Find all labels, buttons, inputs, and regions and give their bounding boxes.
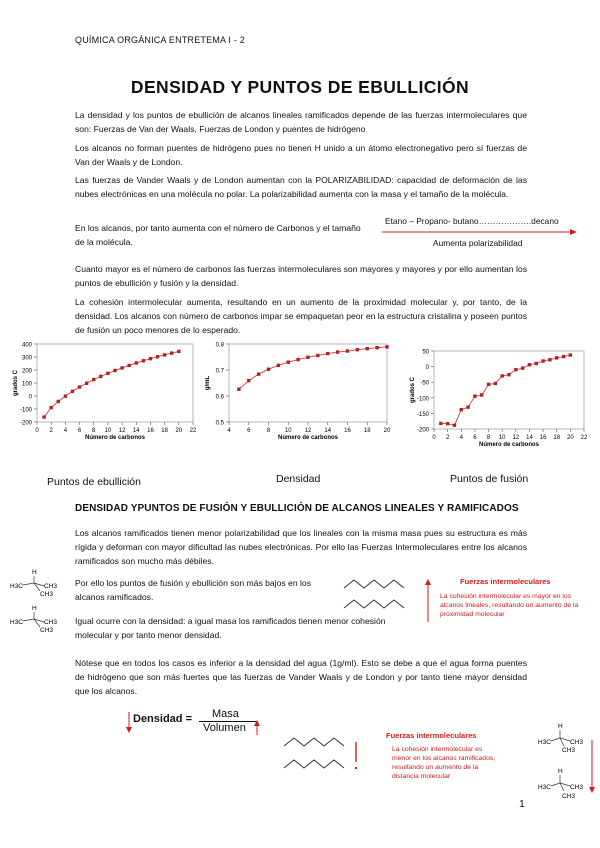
series-line	[441, 355, 571, 425]
data-point	[127, 364, 130, 367]
data-point	[287, 361, 290, 364]
data-point	[346, 349, 349, 352]
data-point	[277, 364, 280, 367]
x-tick-label: 6	[247, 428, 251, 434]
x-tick-label: 16	[539, 435, 547, 441]
x-tick-label: 20	[567, 435, 574, 441]
linear-alkane-zigzags-2	[280, 732, 360, 774]
x-tick-label: 20	[383, 428, 391, 434]
page-header: QUÍMICA ORGÁNICA ENTRETEMA I - 2	[75, 35, 245, 45]
mol2-h-bottom: H	[558, 768, 563, 775]
x-tick-label: 10	[498, 435, 506, 441]
data-point	[257, 372, 260, 375]
data-point	[356, 348, 359, 351]
x-tick-label: 4	[227, 428, 231, 434]
volume-arrow-up	[253, 719, 261, 737]
x-axis-label: Número de carbonos	[478, 442, 540, 448]
y-tick-label: -200	[19, 420, 32, 427]
density-chart	[205, 338, 395, 448]
paragraph-lower-points: Por ello los puntos de fusión y ebullición son más bajos en los alcanos ramificados.	[75, 578, 311, 602]
x-axis-label: Número de carbonos	[277, 435, 339, 441]
data-point	[487, 383, 490, 386]
melting-chart-caption: Puntos de fusión	[450, 473, 529, 485]
mol2-down-top: CH3	[562, 747, 576, 754]
y-tick-label: 0.7	[215, 368, 224, 375]
data-point	[480, 393, 483, 396]
mol-left-top: H3C	[10, 583, 24, 590]
data-point	[366, 347, 369, 350]
boiling-chart-caption: Puntos de ebullición	[47, 476, 141, 488]
data-point	[326, 352, 329, 355]
alkane-series: Etano – Propano- butano……………….decano	[385, 216, 559, 226]
paragraph-hydrogen-bonds: Los alcanos no forman puentes de hidrógeno pues no tienen H unido a un átomo electronegativo pero sí fuerzas de Van der Waals y de London.	[75, 143, 527, 167]
paragraph-more-carbons: Cuanto mayor es el número de carbonos las fuerzas intermoleculares son mayores y mayores y por ello aumentan los puntos de ebullición y fusión y la densidad.	[75, 264, 527, 288]
mol2-left-top: H3C	[538, 739, 552, 746]
x-tick-label: 12	[512, 435, 520, 441]
data-point	[296, 358, 299, 361]
plot-frame-2	[434, 351, 584, 429]
page-number: 1	[519, 798, 525, 810]
data-point	[562, 355, 565, 358]
x-tick-label: 0	[35, 428, 39, 434]
x-tick-label: 8	[486, 435, 491, 441]
paragraph-branched: Los alcanos ramificados tienen menor polarizabilidad que los lineales con la misma masa pues su estructura es más rígida y deforman con mayor dificultad las nubes electrónicas. Por ello las Fuerzas Intermoleculares entre los alcanos ramificados son mucho más débiles.	[75, 528, 527, 566]
y-tick-label: 0	[425, 365, 429, 372]
data-point	[446, 422, 449, 425]
data-point	[316, 354, 319, 357]
x-tick-label: 12	[118, 428, 126, 434]
exclamation-marker	[352, 740, 360, 774]
x-tick-label: 22	[189, 428, 197, 434]
mol2-h-top: H	[558, 723, 563, 730]
formula-numerator: Masa	[212, 708, 239, 720]
mol-left-bottom: H3C	[10, 619, 24, 626]
density-arrow-down	[125, 710, 133, 734]
data-point	[336, 350, 339, 353]
plot-frame-0	[37, 344, 193, 422]
data-point	[541, 359, 544, 362]
x-tick-label: 16	[147, 428, 154, 434]
y-axis-label: g/mL	[205, 375, 211, 391]
x-tick-label: 8	[266, 428, 271, 434]
forces-note-linear: La cohesión intermolecular es mayor en los alcanos lineales, resultando un aumento de la proximidad molecular	[440, 593, 579, 618]
y-tick-label: 50	[422, 349, 429, 356]
x-axis-label: Número de carbonos	[84, 435, 146, 441]
paragraph-density-branched: Igual ocurre con la densidad: a igual masa los ramificados tienen menor cohesión molecular y por tanto menor densidad.	[75, 616, 386, 640]
y-tick-label: 200	[21, 368, 32, 375]
mol2-right-top: CH3	[570, 739, 584, 746]
x-tick-label: 14	[132, 428, 140, 434]
density-chart-caption: Densidad	[276, 473, 321, 485]
y-tick-label: -50	[420, 380, 429, 387]
x-tick-label: 2	[49, 428, 53, 434]
x-tick-label: 8	[92, 428, 96, 434]
x-tick-label: 4	[63, 428, 68, 434]
data-point	[78, 385, 81, 388]
section-subtitle: DENSIDAD YPUNTOS DE FUSIÓN Y EBULLICIÓN DE ALCANOS LINEALES Y RAMIFICADOS	[75, 503, 519, 514]
y-tick-label: 0	[28, 394, 32, 401]
x-tick-label: 0	[432, 435, 436, 441]
paragraph-intro: La densidad y los puntos de ebullición de alcanos lineales ramificados depende de las fuerzas intermoleculares que son: Fuerzas de Van der Waals, Fuerzas de London y puentes de hidrógeno	[75, 110, 527, 134]
y-tick-label: -100	[416, 396, 429, 403]
mol-right-bottom: CH3	[44, 619, 58, 626]
x-tick-label: 10	[104, 428, 112, 434]
formula-denominator: Volumen	[203, 722, 246, 734]
y-tick-label: 0.8	[215, 342, 224, 349]
branched-arrow-down	[588, 738, 596, 794]
linear-alkane-zigzags	[340, 574, 420, 614]
mol2-left-bottom: H3C	[538, 784, 552, 791]
data-point	[507, 373, 510, 376]
paragraph-cohesion: La cohesión intermolecular aumenta, resultando en un aumento de la proximidad molecular y, por tanto, de la densidad. Los alcanos con número de carbonos impar se empaquetan peor en la estructura cristalina y poseen puntos de fusión un poco menores de lo esperado.	[75, 297, 527, 335]
y-tick-label: -100	[19, 407, 32, 414]
forces-title-linear: Fuerzas intermoleculares	[460, 577, 551, 586]
paragraph-carbon-number: En los alcanos, por tanto aumenta con el número de Carbonos y el tamaño de la molécula.	[75, 223, 361, 247]
x-tick-label: 12	[304, 428, 312, 434]
x-tick-label: 18	[161, 428, 168, 434]
x-tick-label: 10	[284, 428, 292, 434]
x-tick-label: 18	[553, 435, 561, 441]
formula-lhs: Densidad =	[133, 713, 192, 725]
x-tick-label: 2	[445, 435, 450, 441]
data-point	[548, 358, 551, 361]
data-point	[156, 355, 159, 358]
data-point	[453, 424, 456, 427]
x-tick-label: 14	[526, 435, 533, 441]
data-point	[306, 356, 309, 359]
y-tick-label: -150	[416, 411, 429, 418]
forces-note-branched: La cohesión intermolecular es menor en los alcanos ramificados, resultando un aumento de la distancia molecular	[392, 746, 496, 780]
data-point	[555, 356, 558, 359]
data-point	[466, 405, 469, 408]
data-point	[49, 406, 52, 409]
data-point	[120, 366, 123, 369]
polarizability-arrow	[380, 228, 580, 236]
data-point	[106, 372, 109, 375]
data-point	[92, 378, 95, 381]
data-point	[514, 368, 517, 371]
data-point	[149, 357, 152, 360]
data-point	[267, 368, 270, 371]
x-tick-label: 18	[363, 428, 371, 434]
mol2-right-bottom: CH3	[570, 784, 584, 791]
y-tick-label: 300	[21, 355, 32, 362]
data-point	[42, 415, 45, 418]
x-tick-label: 20	[175, 428, 183, 434]
boiling-point-chart	[3, 338, 203, 448]
data-point	[385, 345, 388, 348]
polarizability-label: Aumenta polarizabilidad	[433, 238, 523, 248]
x-tick-label: 22	[580, 435, 588, 441]
data-point	[535, 362, 538, 365]
series-line	[239, 347, 387, 389]
data-point	[135, 361, 138, 364]
data-point	[113, 369, 116, 372]
y-tick-label: 100	[21, 381, 32, 388]
mol-right-top: CH3	[44, 583, 58, 590]
data-point	[247, 379, 250, 382]
mol2-down-bottom: CH3	[562, 793, 576, 800]
data-point	[494, 382, 497, 385]
mol-down-bottom: CH3	[40, 627, 54, 634]
forces-arrow-up	[424, 578, 432, 624]
data-point	[163, 353, 166, 356]
data-point	[439, 422, 442, 425]
data-point	[71, 390, 74, 393]
data-point	[569, 353, 572, 356]
paragraph-polarizability: Las fuerzas de Vander Waals y de London aumentan con la POLARIZABILIDAD: capacidad de deformación de las nubes electrónicas en una molécula no polar. La polarizabilidad aumenta con la masa y el tamaño de la molécula.	[75, 175, 527, 199]
y-tick-label: -200	[416, 427, 429, 434]
y-axis-label: grados C	[13, 369, 19, 397]
melting-point-chart	[404, 345, 594, 455]
paragraph-water-density: Nótese que en todos los casos es inferior a la densidad del agua (1g/ml). Esto se debe a que el agua forma puentes de hidrógeno que son más fuertes que las fuerzas de Vander Waals y de London y por tanto tiene mayor densidad que los alcanos.	[75, 658, 527, 696]
mol-h-bottom: H	[32, 605, 37, 612]
data-point	[142, 359, 145, 362]
forces-title-branched: Fuerzas intermoleculares	[386, 731, 477, 740]
y-tick-label: 0.6	[215, 394, 224, 401]
x-tick-label: 6	[77, 428, 82, 434]
y-tick-label: 0.5	[215, 420, 224, 427]
page-title: DENSIDAD Y PUNTOS DE EBULLICIÓN	[130, 77, 470, 97]
x-tick-label: 4	[459, 435, 463, 441]
y-axis-label: grados C	[410, 376, 416, 404]
branched-alkane-structures	[8, 566, 74, 638]
data-point	[99, 375, 102, 378]
mol-h-top: H	[32, 569, 37, 576]
series-line	[44, 351, 179, 417]
data-point	[57, 400, 60, 403]
data-point	[64, 394, 67, 397]
data-point	[473, 395, 476, 398]
x-tick-label: 14	[324, 428, 332, 434]
data-point	[237, 388, 240, 391]
data-point	[85, 382, 88, 385]
data-point	[460, 408, 463, 411]
data-point	[177, 350, 180, 353]
mol-down-top: CH3	[40, 591, 54, 598]
x-tick-label: 6	[473, 435, 477, 441]
x-tick-label: 16	[344, 428, 351, 434]
data-point	[521, 366, 524, 369]
data-point	[375, 346, 378, 349]
data-point	[500, 374, 503, 377]
data-point	[170, 351, 173, 354]
data-point	[528, 363, 531, 366]
y-tick-label: 400	[21, 342, 32, 349]
